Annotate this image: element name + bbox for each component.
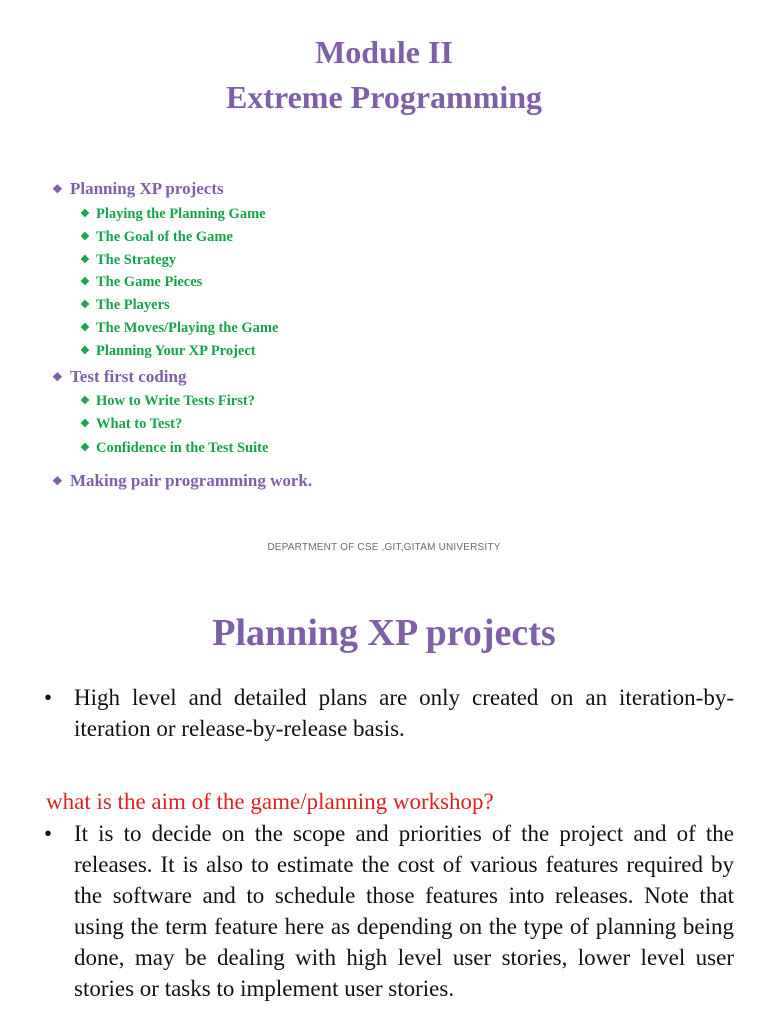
list-item-label: The Strategy: [96, 252, 177, 268]
diamond-bullet-icon: ❖: [80, 345, 90, 357]
diamond-bullet-icon: ❖: [80, 442, 90, 454]
list-item: [80, 391, 255, 411]
list-item: [80, 272, 202, 292]
list-item: [80, 438, 268, 458]
diamond-bullet-icon: ❖: [80, 322, 90, 334]
module-subtitle: Extreme Programming: [225, 79, 543, 115]
diamond-bullet-icon: ❖: [80, 395, 90, 407]
diamond-bullet-icon: ❖: [80, 231, 90, 243]
list-item: [80, 318, 278, 338]
slide-footer: DEPARTMENT OF CSE ,GIT,GITAM UNIVERSITY: [267, 542, 501, 553]
module-title: Module II: [315, 34, 453, 70]
page-title: Planning XP projects: [212, 612, 556, 654]
diamond-bullet-icon: ❖: [52, 474, 63, 488]
bullet-icon: •: [44, 821, 53, 846]
diamond-bullet-icon: ❖: [80, 418, 90, 430]
list-item-label: The Players: [96, 297, 170, 313]
list-item-label: Planning Your XP Project: [96, 343, 256, 359]
question-heading: what is the aim of the game/planning workshop?: [46, 789, 494, 814]
list-item: [80, 227, 233, 247]
list-item-label: What to Test?: [96, 416, 183, 432]
list-item: [80, 204, 266, 224]
diamond-bullet-icon: ❖: [80, 299, 90, 311]
list-item-label: How to Write Tests First?: [96, 393, 255, 409]
bullet-aim: [44, 818, 734, 1004]
list-item-label: The Game Pieces: [96, 274, 203, 290]
list-item-label: The Moves/Playing the Game: [96, 320, 279, 336]
section-label: Test first coding: [70, 367, 187, 386]
bullet-icon: •: [44, 685, 53, 710]
list-item: [80, 341, 256, 361]
section-test-first-coding: [52, 366, 187, 388]
diamond-bullet-icon: ❖: [80, 276, 90, 288]
section-planning-xp-projects: [52, 178, 224, 200]
list-item-label: Confidence in the Test Suite: [96, 440, 269, 456]
diamond-bullet-icon: ❖: [80, 208, 90, 220]
bullet-plans: [44, 682, 734, 744]
slide-planning-xp-projects: [0, 576, 768, 1024]
bullet-text: It is to decide on the scope and priorities of the project and of the releases. It is also to estimate the cost of various features required by the software and to schedule those features into releases. Note that using the term feature here as depending on the type of planning being done, may be dealing with high level user stories, lower level user stories or tasks to implement user stories.: [74, 821, 734, 1001]
list-item-label: Playing the Planning Game: [96, 206, 266, 222]
list-item: [80, 414, 182, 434]
diamond-bullet-icon: ❖: [52, 370, 63, 384]
section-label: Making pair programming work.: [70, 471, 313, 490]
bullet-text: High level and detailed plans are only created on an iteration-by-iteration or release-by-release basis.: [74, 685, 734, 741]
diamond-bullet-icon: ❖: [80, 254, 90, 266]
list-item-label: The Goal of the Game: [96, 229, 233, 245]
section-label: Planning XP projects: [70, 179, 224, 198]
diamond-bullet-icon: ❖: [52, 182, 63, 196]
list-item: [80, 295, 170, 315]
list-item: [80, 250, 176, 270]
section-pair-programming: [52, 470, 312, 492]
